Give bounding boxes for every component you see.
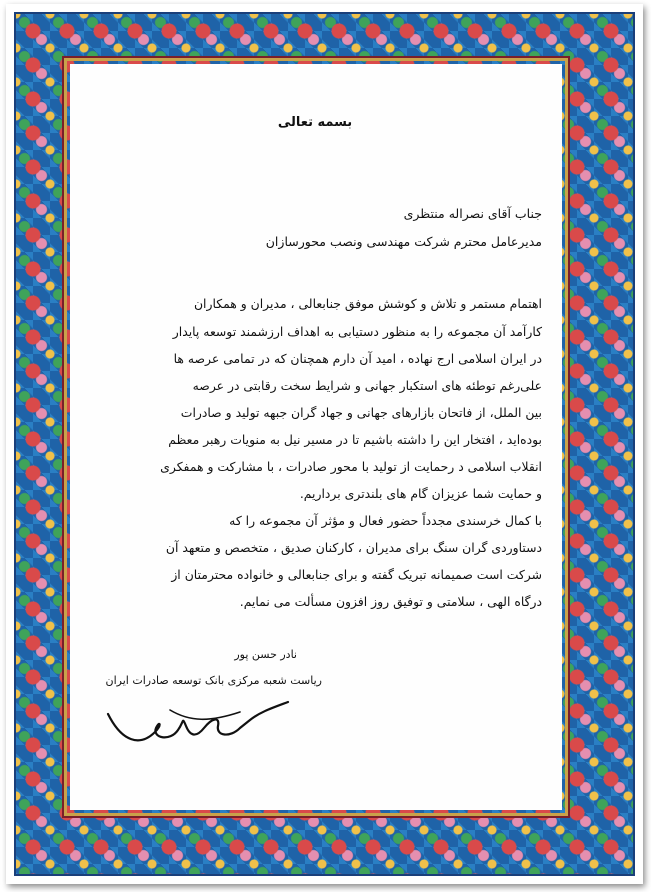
body-line: دستاوردی گران سنگ برای مدیران ، کارکنان صدیق ، متخصص و متعهد آن (165, 540, 542, 555)
body-line: کارآمد آن مجموعه را به منظور دستیابی به اهداف ارزشمند توسعه پایدار (172, 324, 542, 339)
letter-heading: بسمه تعالی (277, 115, 353, 130)
recipient-name: جناب آقای نصراله منتظری (403, 206, 542, 221)
body-line: علی‌رغم توطئه های استکبار جهانی و شرایط سخت رقابتی در عرصه (192, 378, 542, 393)
letter-content (70, 64, 562, 810)
body-line: در ایران اسلامی ارج نهاده ، امید آن دارم همچنان که در تمامی عرصه ها (173, 351, 542, 366)
body-line: شرکت است صمیمانه تبریک گفته و برای جنابعالی و خانواده محترمتان از (171, 567, 542, 582)
body-line: بین الملل، از فاتحان بازارهای جهانی و جهاد گران جبهه تولید و صادرات (180, 405, 542, 420)
body-line: انقلاب اسلامی د رحمایت از تولید با محور صادرات ، با مشارکت و همفکری (160, 459, 542, 474)
body-line: بوده‌اید ، افتخار این را داشته باشیم تا در مسیر نیل به منویات رهبر معظم (168, 432, 542, 447)
handwritten-signature (100, 692, 300, 752)
body-line: با کمال خرسندی مجدداً حضور فعال و مؤثر آن مجموعه را که (229, 513, 542, 528)
letter-sheet (6, 4, 643, 884)
recipient-title: مدیرعامل محترم شرکت مهندسی ونصب محورسازان (265, 234, 542, 249)
signer-title: ریاست شعبه مرکزی بانک توسعه صادرات ایران (105, 674, 322, 687)
body-line: و حمایت شما عزیزان گام های بلندتری برداریم. (299, 486, 542, 501)
body-line: درگاه الهی ، سلامتی و توفیق روز افزون مسألت می نمایم. (239, 594, 542, 609)
signer-name: نادر حسن پور (234, 648, 297, 661)
body-line: اهتمام مستمر و تلاش و کوشش موفق جنابعالی ، مدیران و همکاران (193, 296, 542, 311)
